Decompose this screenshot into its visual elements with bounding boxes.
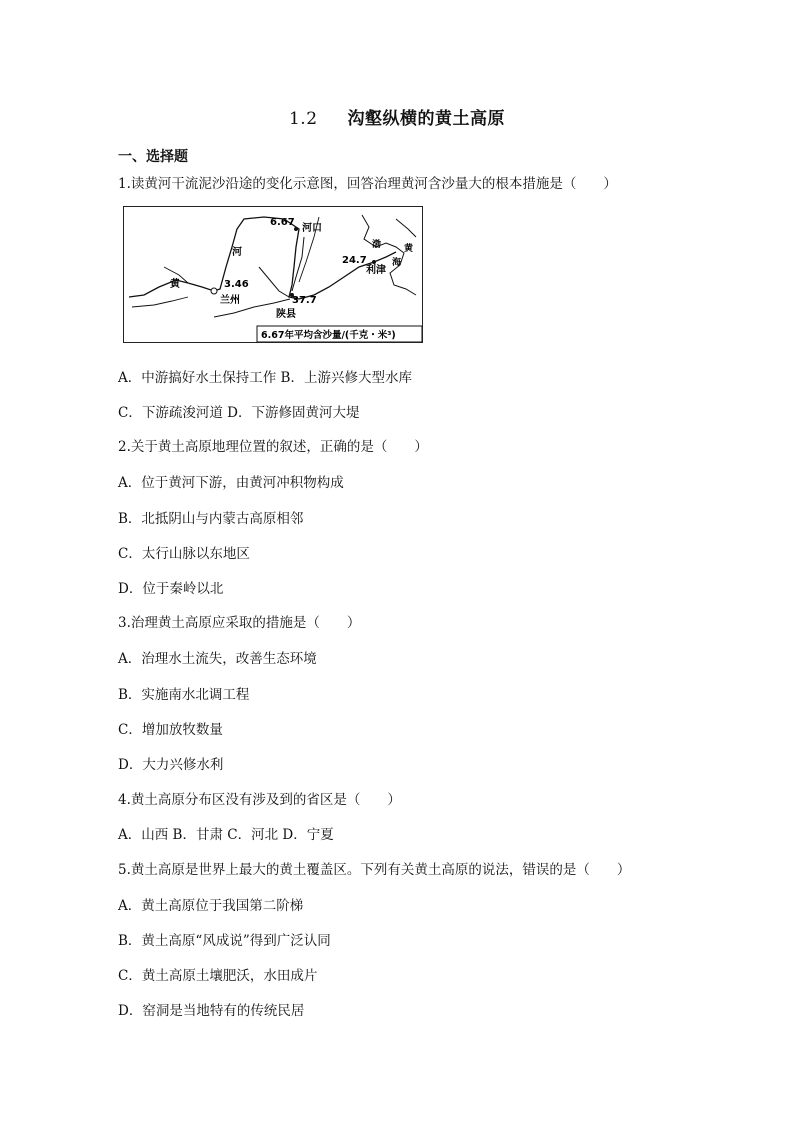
question-1-stem: 1.读黄河干流泥沙沿途的变化示意图，回答治理黄河含沙量大的根本措施是（ ） (118, 176, 617, 192)
tributary-jing (259, 267, 289, 297)
q3-option-a: A．治理水土流失，改善生态环境 (118, 651, 317, 667)
label-shanxian: 陕县 (276, 309, 296, 320)
q1-options-line-2: C．下游疏浚河道 D．下游修固黄河大堤 (118, 405, 360, 421)
page-title (0, 104, 794, 129)
label-bohai: 渤 (372, 240, 382, 250)
label-river-huang: 黄 (170, 279, 180, 290)
question-4-stem: 4.黄土高原分布区没有涉及到的省区是（ ） (118, 792, 401, 808)
q3-option-b: B．实施南水北调工程 (118, 687, 250, 703)
q3-option-c: C．增加放牧数量 (118, 722, 223, 738)
q2-option-d: D．位于秦岭以北 (118, 581, 224, 597)
label-river-he: 河 (232, 247, 242, 258)
peninsula (396, 219, 416, 237)
yellow-river-sediment-map (123, 206, 423, 343)
question-2-stem: 2.关于黄土高原地理位置的叙述，正确的是（ ） (118, 439, 428, 455)
label-hai: 海 (392, 258, 402, 268)
map-caption: 6.67年平均含沙量/(千克・米³) (261, 330, 396, 341)
question-3-stem: 3.治理黄土高原应采取的措施是（ ） (118, 615, 361, 631)
label-lanzhou: 兰州 (220, 295, 240, 306)
section-number: 1.2 (288, 109, 318, 129)
q2-option-c: C．太行山脉以东地区 (118, 546, 250, 562)
label-val-shanxian: 37.7 (292, 295, 317, 306)
tributary-west (132, 297, 188, 307)
lanzhou-station (211, 288, 217, 294)
q1-options-line-1: A．中游搞好水土保持工作 B．上游兴修大型水库 (118, 370, 412, 386)
q5-option-a: A．黄土高原位于我国第二阶梯 (118, 898, 304, 914)
q4-options: A．山西 B．甘肃 C．河北 D．宁夏 (118, 827, 334, 843)
label-val-hekou: 6.67 (270, 217, 295, 228)
q5-option-c: C．黄土高原土壤肥沃，水田成片 (118, 968, 318, 984)
label-lijin: 利津 (366, 265, 386, 276)
lijin-station (372, 260, 376, 264)
section-heading: 一、选择题 (118, 149, 188, 165)
q5-option-d: D．窑洞是当地特有的传统民居 (118, 1003, 305, 1019)
title-text: 沟壑纵横的黄土高原 (347, 109, 506, 129)
q2-option-a: A．位于黄河下游，由黄河冲积物构成 (118, 475, 344, 491)
label-sea-huang: 黄 (404, 244, 414, 254)
q5-option-b: B．黄土高原“风成说”得到广泛认同 (118, 933, 331, 949)
label-val-lijin: 24.7 (342, 255, 367, 266)
question-5-stem: 5.黄土高原是世界上最大的黄土覆盖区。下列有关黄土高原的说法，错误的是（ ） (118, 862, 631, 878)
label-hekou: 河口 (302, 223, 322, 234)
q2-option-b: B．北抵阴山与内蒙古高原相邻 (118, 511, 304, 527)
label-val-lanzhou: 3.46 (224, 279, 249, 290)
q3-option-d: D．大力兴修水利 (118, 757, 224, 773)
map-figure (124, 207, 422, 342)
